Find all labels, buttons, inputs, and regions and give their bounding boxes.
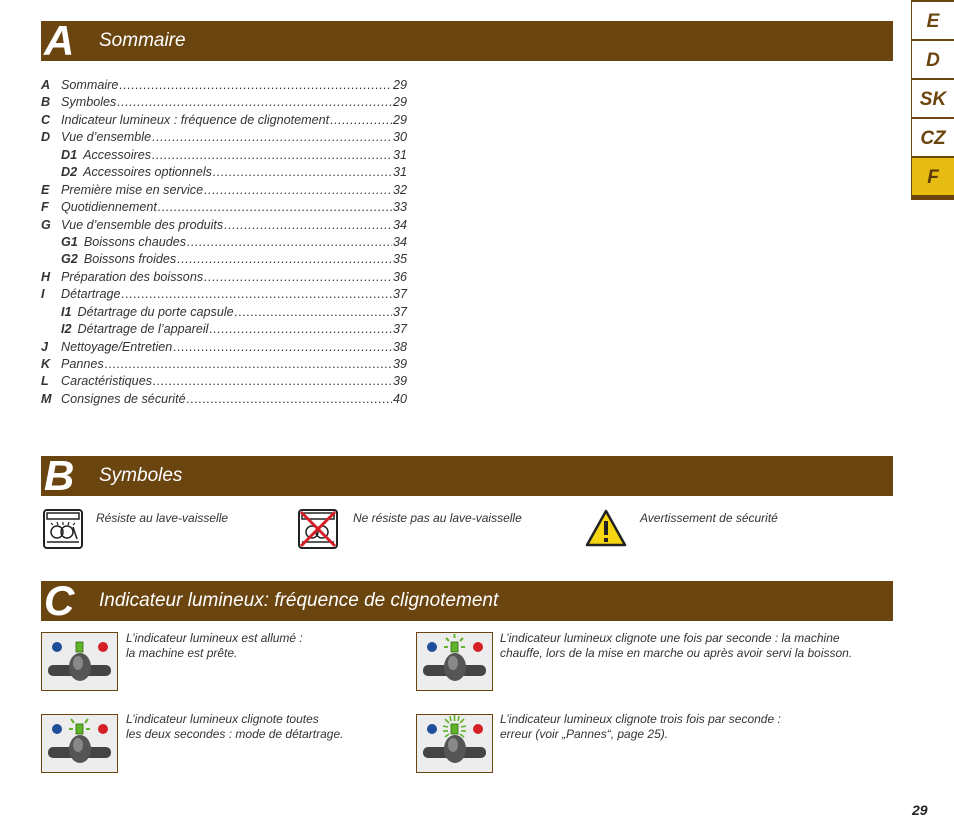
section-title: Indicateur lumineux: fréquence de clignotement — [99, 590, 499, 611]
toc-entry-subkey: G2 — [61, 252, 78, 267]
toc-entry-key: G — [41, 217, 51, 232]
toc-leader-dots — [213, 164, 392, 181]
toc-entry-key: J — [41, 339, 49, 354]
toc-entry-label: Boissons chaudes — [83, 234, 187, 249]
toc-leader-dots — [330, 112, 392, 129]
toc-entry-page: 30 — [392, 130, 407, 145]
symbol-label: Avertissement de sécurité — [640, 511, 778, 525]
language-tabs — [911, 0, 954, 200]
toc-entry-label: Consignes de sécurité — [61, 391, 186, 406]
toc-entry-key: M — [41, 391, 52, 406]
toc-entry[interactable] — [41, 94, 407, 111]
toc-entry-page: 39 — [392, 374, 407, 389]
lang-tab-d[interactable]: D — [912, 41, 954, 78]
indicator-illustration-blink-slow — [416, 632, 493, 691]
toc-entry-key: L — [41, 374, 49, 389]
toc-leader-dots — [119, 77, 392, 94]
toc-entry-label: Vue d’ensemble — [61, 130, 152, 145]
lang-tab-cz[interactable]: CZ — [912, 119, 954, 156]
toc-entry-body — [61, 356, 407, 373]
toc-entry-page: 29 — [392, 95, 407, 110]
toc-entry-page: 40 — [392, 391, 407, 406]
toc-leader-dots — [152, 129, 392, 146]
toc-entry-body — [61, 217, 407, 234]
toc-entry-label: Indicateur lumineux : fréquence de clignotement — [61, 112, 330, 127]
not-dishwasher-safe-icon — [297, 509, 339, 549]
section-title: Sommaire — [99, 30, 186, 51]
toc-entry-label: Nettoyage/Entretien — [61, 339, 173, 354]
toc-entry-key: F — [41, 200, 49, 215]
toc-entry[interactable] — [41, 356, 407, 373]
indicator-description: L’indicateur lumineux est allumé : la machine est prête. — [126, 631, 303, 660]
toc-entry[interactable] — [41, 77, 407, 94]
toc-entry-body — [61, 147, 407, 164]
toc-entry-body — [61, 286, 407, 303]
indicator-led-icon — [417, 715, 492, 772]
indicator-led-icon — [417, 633, 492, 690]
symbol-label: Résiste au lave-vaisselle — [96, 511, 229, 525]
lang-tab-sk[interactable]: SK — [912, 80, 954, 117]
toc-entry-body — [61, 112, 407, 129]
indicator-illustration-steady — [41, 632, 118, 691]
page-number: 29 — [912, 802, 928, 818]
toc-entry[interactable] — [41, 391, 407, 408]
toc-entry-label: Sommaire — [61, 78, 119, 92]
toc-entry-label: Préparation des boissons — [61, 269, 204, 284]
toc-entry-label: Accessoires optionnels — [83, 165, 212, 180]
toc-leader-dots — [117, 94, 392, 111]
toc-entry-body — [61, 199, 407, 216]
toc-entry-body — [61, 373, 407, 390]
toc-entry-label: Caractéristiques — [61, 374, 152, 389]
toc-entry[interactable] — [41, 373, 407, 390]
toc-entry-body — [61, 182, 407, 199]
toc-entry-key: A — [41, 78, 51, 92]
section-b-header — [41, 452, 893, 499]
toc-entry-body — [61, 234, 407, 251]
toc-leader-dots — [187, 391, 392, 408]
warning-icon — [585, 509, 627, 547]
indicator-description: L’indicateur lumineux clignote trois fois par seconde : erreur (voir „Pannes“, page 25). — [500, 712, 781, 741]
toc-entry-label: Détartrage du porte capsule — [77, 304, 234, 319]
toc-entry-page: 32 — [392, 182, 407, 197]
toc-entry-body — [61, 391, 407, 408]
toc-entry-label: Boissons froides — [83, 252, 177, 267]
toc-entry-label: Détartrage — [61, 287, 121, 302]
toc-entry-page: 29 — [392, 78, 407, 92]
toc-entry-key: H — [41, 269, 51, 284]
toc-leader-dots — [152, 147, 392, 164]
toc-entry-page: 38 — [392, 339, 407, 354]
toc-entry-page: 37 — [392, 287, 407, 302]
toc-entry-page: 35 — [392, 252, 407, 267]
toc-entry-body — [61, 94, 407, 111]
toc-entry[interactable] — [41, 251, 407, 268]
toc-entry-key: B — [41, 95, 51, 110]
toc-entry[interactable] — [41, 339, 407, 356]
toc-entry-label: Détartrage de l’appareil — [77, 322, 209, 337]
section-c-header — [41, 577, 893, 624]
toc-entry-body — [61, 339, 407, 356]
toc-entry[interactable] — [41, 286, 407, 303]
toc-entry-page: 31 — [392, 147, 407, 162]
toc-entry-label: Accessoires — [83, 147, 151, 162]
toc-entry[interactable] — [41, 321, 407, 338]
toc-leader-dots — [187, 234, 392, 251]
toc-leader-dots — [105, 356, 392, 373]
toc-entry-subkey: I1 — [61, 304, 72, 319]
toc-entry-page: 39 — [392, 357, 407, 371]
toc-entry[interactable] — [41, 304, 407, 321]
table-of-contents — [41, 77, 407, 408]
toc-entry[interactable] — [41, 217, 407, 234]
toc-leader-dots — [224, 217, 392, 234]
section-title: Symboles — [99, 465, 183, 486]
toc-entry[interactable] — [41, 112, 407, 129]
toc-entry-label: Pannes — [61, 357, 104, 371]
toc-entry-body — [61, 164, 407, 181]
toc-entry-body — [61, 304, 407, 321]
symbol-label: Ne résiste pas au lave-vaisselle — [353, 511, 522, 525]
dishwasher-safe-icon — [43, 509, 83, 549]
toc-entry-key: I — [41, 287, 45, 302]
indicator-description: L’indicateur lumineux clignote toutes les deux secondes : mode de détartrage. — [126, 712, 344, 741]
toc-leader-dots — [204, 182, 392, 199]
toc-leader-dots — [177, 251, 392, 268]
toc-entry[interactable] — [41, 164, 407, 181]
toc-entry[interactable] — [41, 269, 407, 286]
toc-entry-page: 34 — [392, 234, 407, 249]
toc-entry-body — [61, 269, 407, 286]
toc-entry-label: Vue d’ensemble des produits — [61, 217, 224, 232]
toc-entry-label: Quotidiennement — [61, 200, 157, 215]
section-a-header — [41, 17, 893, 64]
toc-leader-dots — [209, 321, 392, 338]
toc-entry[interactable] — [41, 147, 407, 164]
toc-entry-key: K — [41, 357, 51, 371]
indicator-illustration-blink-descaling — [41, 714, 118, 773]
toc-entry[interactable] — [41, 234, 407, 251]
toc-leader-dots — [153, 373, 392, 390]
toc-entry[interactable] — [41, 199, 407, 216]
toc-leader-dots — [173, 339, 392, 356]
toc-entry-label: Symboles — [61, 95, 117, 110]
toc-entry-subkey: D1 — [61, 147, 78, 162]
indicator-illustration-blink-fast — [416, 714, 493, 773]
section-letter: B — [44, 452, 74, 499]
toc-entry-body — [61, 77, 407, 94]
lang-tab-e[interactable]: E — [912, 2, 954, 39]
indicator-led-icon — [42, 633, 117, 690]
toc-entry[interactable] — [41, 129, 407, 146]
lang-tab-f[interactable]: F — [912, 158, 954, 195]
toc-entry-subkey: I2 — [61, 322, 72, 337]
section-letter: C — [44, 577, 74, 624]
indicator-led-icon — [42, 715, 117, 772]
toc-entry-page: 31 — [392, 165, 407, 180]
toc-leader-dots — [204, 269, 392, 286]
section-letter: A — [44, 17, 74, 64]
toc-leader-dots — [122, 286, 392, 303]
toc-entry-page: 29 — [392, 112, 407, 127]
toc-entry-label: Première mise en service — [61, 182, 204, 197]
toc-entry-page: 37 — [392, 322, 407, 337]
toc-entry-page: 34 — [392, 217, 407, 232]
toc-entry-subkey: D2 — [61, 165, 78, 180]
toc-entry[interactable] — [41, 182, 407, 199]
toc-entry-key: D — [41, 130, 51, 145]
toc-entry-page: 36 — [392, 269, 407, 284]
toc-entry-body — [61, 129, 407, 146]
indicator-description: L’indicateur lumineux clignote une fois par seconde : la machine chauffe, lors de la mise en marche ou après avoir servi la boisson. — [500, 631, 853, 660]
toc-entry-page: 37 — [392, 304, 407, 319]
toc-entry-key: C — [41, 112, 51, 127]
toc-entry-body — [61, 251, 407, 268]
toc-entry-subkey: G1 — [61, 234, 78, 249]
toc-entry-key: E — [41, 182, 50, 197]
toc-entry-page: 33 — [392, 200, 407, 215]
toc-leader-dots — [235, 304, 392, 321]
toc-entry-body — [61, 321, 407, 338]
toc-leader-dots — [158, 199, 392, 216]
